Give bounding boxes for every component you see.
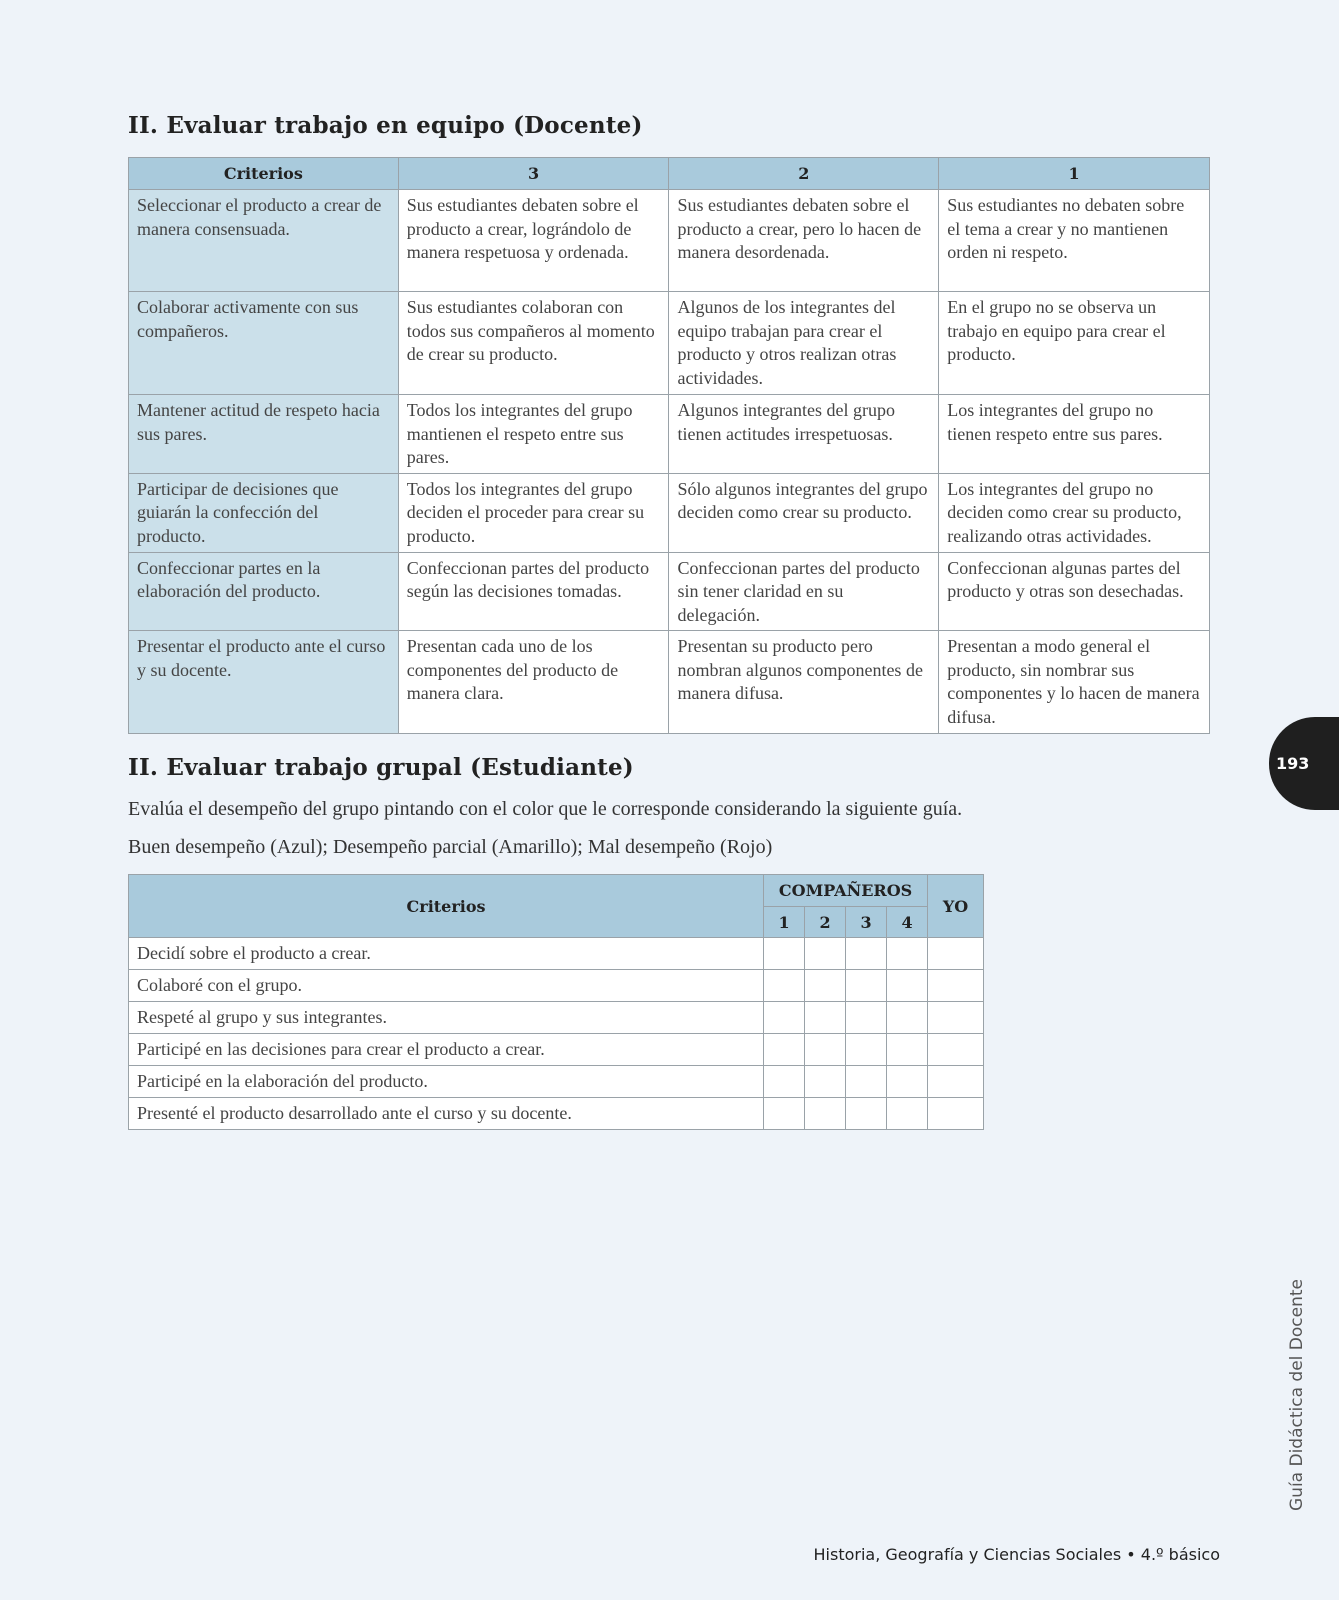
instruction-text: Evalúa el desempeño del grupo pintando con el color que le corresponde considerando la siguiente guía. xyxy=(128,798,963,820)
level-3-cell: Presentan cada uno de los componentes del producto de manera clara. xyxy=(398,631,669,734)
rubric-header-row xyxy=(129,158,1210,190)
table-row xyxy=(129,552,1210,631)
header-level-3: 3 xyxy=(398,158,669,190)
color-box-yo[interactable] xyxy=(928,970,984,1002)
table-row xyxy=(129,1098,984,1130)
criterion-cell: Confeccionar partes en la elaboración del producto. xyxy=(129,552,399,631)
table-row xyxy=(129,473,1210,552)
color-box-companero-4[interactable] xyxy=(887,1034,928,1066)
table-row xyxy=(129,970,984,1002)
rubric-table-docente xyxy=(128,157,1210,734)
criterion-cell: Colaboré con el grupo. xyxy=(129,970,764,1002)
color-box-companero-2[interactable] xyxy=(805,1034,846,1066)
table-row xyxy=(129,1034,984,1066)
side-label: Guía Didáctica del Docente xyxy=(1287,1279,1307,1511)
header-companero-4: 4 xyxy=(887,907,928,938)
color-box-companero-3[interactable] xyxy=(846,1034,887,1066)
table-row xyxy=(129,292,1210,395)
color-box-yo[interactable] xyxy=(928,1034,984,1066)
color-box-companero-3[interactable] xyxy=(846,1002,887,1034)
level-1-cell: En el grupo no se observa un trabajo en equipo para crear el producto. xyxy=(939,292,1210,395)
page-number-tab xyxy=(1269,717,1339,810)
color-box-companero-1[interactable] xyxy=(764,1002,805,1034)
level-2-cell: Algunos de los integrantes del equipo trabajan para crear el producto y otros realizan otras actividades. xyxy=(669,292,939,395)
color-box-companero-3[interactable] xyxy=(846,970,887,1002)
color-box-yo[interactable] xyxy=(928,1066,984,1098)
color-box-companero-4[interactable] xyxy=(887,938,928,970)
level-3-cell: Todos los integrantes del grupo mantienen el respeto entre sus pares. xyxy=(398,395,669,474)
color-box-companero-1[interactable] xyxy=(764,1034,805,1066)
level-2-cell: Sus estudiantes debaten sobre el producto a crear, pero lo hacen de manera desordenada. xyxy=(669,190,939,292)
color-legend-text: Buen desempeño (Azul); Desempeño parcial (Amarillo); Mal desempeño (Rojo) xyxy=(128,836,773,858)
color-box-companero-2[interactable] xyxy=(805,938,846,970)
self-evaluation-table xyxy=(128,874,984,1130)
header-criterios: Criterios xyxy=(129,875,764,938)
color-box-companero-3[interactable] xyxy=(846,938,887,970)
header-level-2: 2 xyxy=(669,158,939,190)
color-box-companero-2[interactable] xyxy=(805,1066,846,1098)
criterion-cell: Participé en la elaboración del producto. xyxy=(129,1066,764,1098)
table-row xyxy=(129,395,1210,474)
header-companero-1: 1 xyxy=(764,907,805,938)
page-number: 193 xyxy=(1276,754,1310,773)
color-box-companero-1[interactable] xyxy=(764,938,805,970)
criterion-cell: Presentar el producto ante el curso y su docente. xyxy=(129,631,399,734)
footer-text: Historia, Geografía y Ciencias Sociales • 4.º básico xyxy=(813,1545,1220,1564)
color-box-companero-2[interactable] xyxy=(805,1098,846,1130)
criterion-cell: Decidí sobre el producto a crear. xyxy=(129,938,764,970)
header-level-1: 1 xyxy=(939,158,1210,190)
header-companero-3: 3 xyxy=(846,907,887,938)
color-box-companero-3[interactable] xyxy=(846,1098,887,1130)
color-box-yo[interactable] xyxy=(928,938,984,970)
color-box-companero-4[interactable] xyxy=(887,1066,928,1098)
level-3-cell: Confeccionan partes del producto según las decisiones tomadas. xyxy=(398,552,669,631)
section-title-docente: II. Evaluar trabajo en equipo (Docente) xyxy=(128,112,643,139)
criterion-cell: Seleccionar el producto a crear de manera consensuada. xyxy=(129,190,399,292)
level-1-cell: Confeccionan algunas partes del producto y otras son desechadas. xyxy=(939,552,1210,631)
color-box-companero-1[interactable] xyxy=(764,970,805,1002)
criterion-cell: Mantener actitud de respeto hacia sus pares. xyxy=(129,395,399,474)
level-3-cell: Sus estudiantes colaboran con todos sus compañeros al momento de crear su producto. xyxy=(398,292,669,395)
self-eval-header-row xyxy=(129,875,984,907)
header-criterios: Criterios xyxy=(129,158,399,190)
table-row xyxy=(129,190,1210,292)
color-box-companero-2[interactable] xyxy=(805,1002,846,1034)
level-1-cell: Los integrantes del grupo no tienen respeto entre sus pares. xyxy=(939,395,1210,474)
section-title-estudiante: II. Evaluar trabajo grupal (Estudiante) xyxy=(128,754,634,781)
color-box-companero-4[interactable] xyxy=(887,970,928,1002)
header-yo: YO xyxy=(928,875,984,938)
level-3-cell: Todos los integrantes del grupo deciden el proceder para crear su producto. xyxy=(398,473,669,552)
table-row xyxy=(129,1066,984,1098)
level-1-cell: Presentan a modo general el producto, sin nombrar sus componentes y lo hacen de manera difusa. xyxy=(939,631,1210,734)
criterion-cell: Presenté el producto desarrollado ante el curso y su docente. xyxy=(129,1098,764,1130)
level-2-cell: Confeccionan partes del producto sin tener claridad en su delegación. xyxy=(669,552,939,631)
color-box-companero-3[interactable] xyxy=(846,1066,887,1098)
color-box-yo[interactable] xyxy=(928,1002,984,1034)
color-box-companero-2[interactable] xyxy=(805,970,846,1002)
table-row xyxy=(129,938,984,970)
color-box-companero-4[interactable] xyxy=(887,1098,928,1130)
level-1-cell: Los integrantes del grupo no deciden como crear su producto, realizando otras actividades. xyxy=(939,473,1210,552)
criterion-cell: Respeté al grupo y sus integrantes. xyxy=(129,1002,764,1034)
criterion-cell: Colaborar activamente con sus compañeros. xyxy=(129,292,399,395)
table-row xyxy=(129,1002,984,1034)
criterion-cell: Participé en las decisiones para crear el producto a crear. xyxy=(129,1034,764,1066)
color-box-companero-1[interactable] xyxy=(764,1066,805,1098)
color-box-companero-1[interactable] xyxy=(764,1098,805,1130)
level-1-cell: Sus estudiantes no debaten sobre el tema a crear y no mantienen orden ni respeto. xyxy=(939,190,1210,292)
color-box-companero-4[interactable] xyxy=(887,1002,928,1034)
level-2-cell: Sólo algunos integrantes del grupo deciden como crear su producto. xyxy=(669,473,939,552)
table-row xyxy=(129,631,1210,734)
level-2-cell: Presentan su producto pero nombran algunos componentes de manera difusa. xyxy=(669,631,939,734)
level-3-cell: Sus estudiantes debaten sobre el producto a crear, lográndolo de manera respetuosa y ordenada. xyxy=(398,190,669,292)
color-box-yo[interactable] xyxy=(928,1098,984,1130)
header-companeros: COMPAÑEROS xyxy=(764,875,928,907)
criterion-cell: Participar de decisiones que guiarán la confección del producto. xyxy=(129,473,399,552)
level-2-cell: Algunos integrantes del grupo tienen actitudes irrespetuosas. xyxy=(669,395,939,474)
header-companero-2: 2 xyxy=(805,907,846,938)
